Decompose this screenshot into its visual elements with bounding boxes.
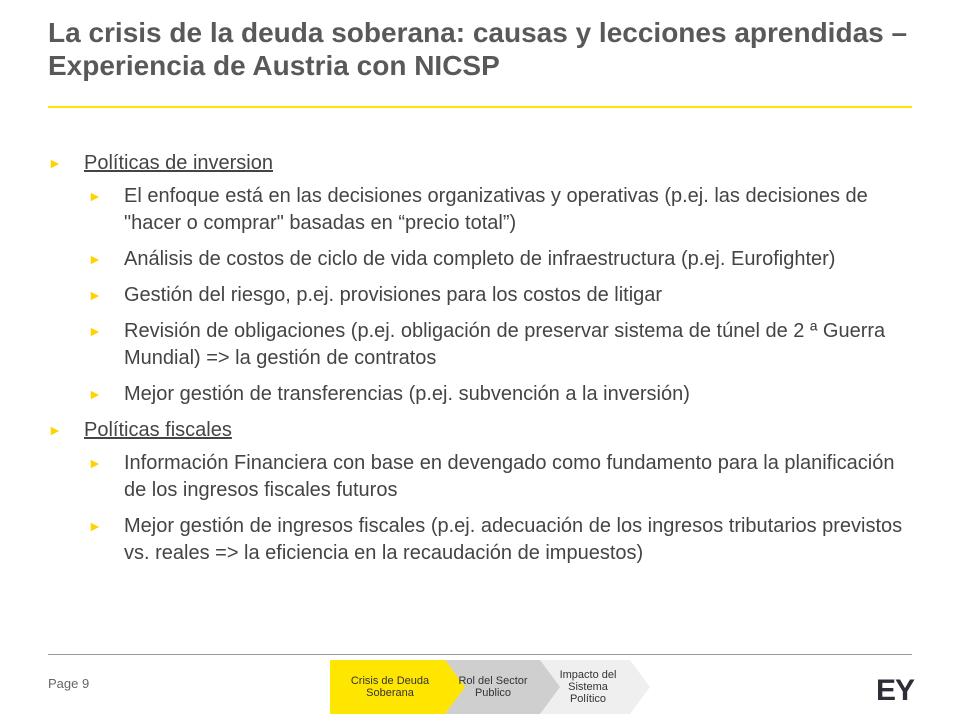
list-item [48, 513, 918, 567]
bullet-arrow-icon: ► [88, 518, 102, 534]
bullet-arrow-icon: ► [88, 386, 102, 402]
bullet-arrow-icon: ► [88, 455, 102, 471]
list-item [48, 381, 918, 408]
list-item-text: Mejor gestión de ingresos fiscales (p.ej. adecuación de los ingresos tributarios previstos vs. reales => la eficiencia en la recaudación de impuestos) [124, 515, 903, 564]
footer-divider [48, 654, 912, 655]
list-item-text: Revisión de obligaciones (p.ej. obligación de preservar sistema de túnel de 2 ª Guerra Mundial) => la gestión de contratos [124, 320, 886, 369]
section-heading-text: Políticas fiscales [84, 419, 232, 441]
bullet-arrow-icon: ► [48, 155, 62, 171]
nav-step-label: Crisis de Deuda Soberana [350, 675, 430, 699]
nav-step-label: Rol del Sector Publico [458, 675, 528, 699]
bullet-arrow-icon: ► [88, 188, 102, 204]
list-item-text: El enfoque está en las decisiones organizativas y operativas (p.ej. las decisiones de "hacer o comprar" basadas en “precio total”) [124, 185, 868, 234]
bullet-arrow-icon: ► [48, 422, 62, 438]
ey-logo: EY [876, 674, 915, 707]
bullet-arrow-icon: ► [88, 251, 102, 267]
section-heading-fiscales [48, 417, 918, 444]
nav-step-label: Impacto del Sistema Político [559, 669, 617, 705]
process-nav [330, 660, 670, 714]
section-heading-inversion [48, 150, 918, 177]
list-item-text: Información Financiera con base en devengado como fundamento para la planificación de los ingresos fiscales futuros [124, 452, 895, 501]
title-underline [48, 106, 912, 108]
bullet-arrow-icon: ► [88, 287, 102, 303]
list-item [48, 282, 918, 309]
list-item [48, 450, 918, 504]
slide-content [48, 150, 918, 576]
list-item [48, 246, 918, 273]
section-heading-text: Políticas de inversion [84, 152, 273, 174]
bullet-arrow-icon: ► [88, 323, 102, 339]
list-item [48, 183, 918, 237]
list-item-text: Análisis de costos de ciclo de vida completo de infraestructura (p.ej. Eurofighter) [124, 248, 836, 270]
list-item-text: Mejor gestión de transferencias (p.ej. subvención a la inversión) [124, 383, 690, 405]
page-number: Page 9 [48, 676, 90, 691]
list-item [48, 318, 918, 372]
slide-title: La crisis de la deuda soberana: causas y lecciones aprendidas – Experiencia de Austria con NICSP [48, 17, 908, 81]
list-item-text: Gestión del riesgo, p.ej. provisiones para los costos de litigar [124, 284, 663, 306]
